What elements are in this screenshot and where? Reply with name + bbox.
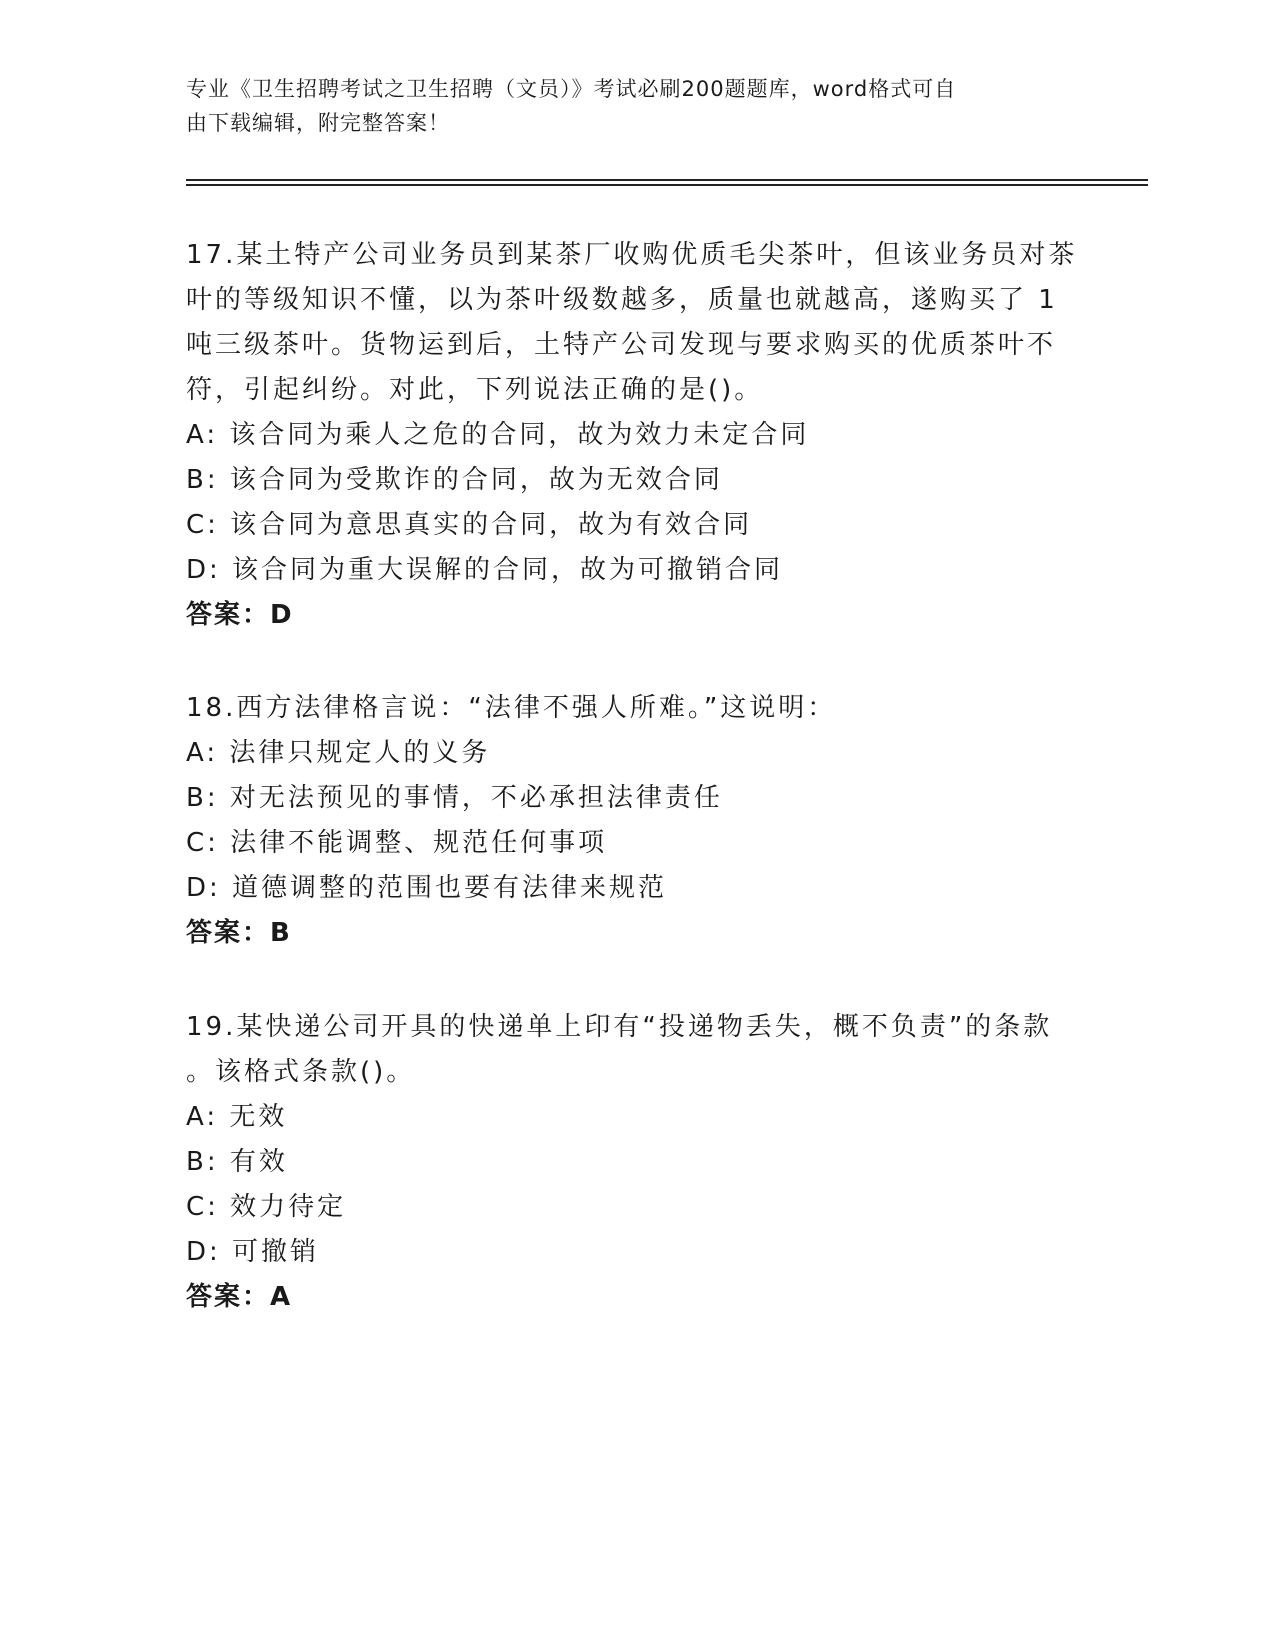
option-b: B: 有效 [186,1147,288,1177]
question-19 [186,1005,1086,1320]
answer-label: 答案：A [186,1282,293,1312]
answer-label: 答案：B [186,918,292,948]
option-d: D: 道德调整的范围也要有法律来规范 [186,873,668,903]
option-b: B: 对无法预见的事情，不必承担法律责任 [186,783,723,813]
header-divider-bottom [186,184,1148,186]
question-stem-line: 19.某快递公司开具的快递单上印有“投递物丢失，概不负责”的条款 [186,1012,1053,1042]
question-stem-line: 18.西方法律格言说：“法律不强人所难。”这说明： [186,693,837,723]
question-17 [186,233,1086,638]
header-line-1: 专业《卫生招聘考试之卫生招聘（文员）》考试必刷200题题库，word格式可自 [186,77,957,101]
question-stem-line: 吨三级茶叶。货物运到后，土特产公司发现与要求购买的优质茶叶不 [186,330,1057,360]
header-divider-top [186,179,1148,181]
option-d: D: 可撤销 [186,1237,320,1267]
option-a: A: 法律只规定人的义务 [186,738,491,768]
question-stem-line: 符，引起纠纷。对此，下列说法正确的是()。 [186,375,764,405]
question-stem-line: 叶的等级知识不懂，以为茶叶级数越多，质量也就越高，遂购买了 1 [186,285,1058,315]
header-line-2: 由下载编辑，附完整答案！ [186,111,450,135]
option-a: A: 该合同为乘人之危的合同，故为效力未定合同 [186,420,810,450]
question-stem-line: 17.某土特产公司业务员到某茶厂收购优质毛尖茶叶，但该业务员对茶 [186,240,1078,270]
option-c: C: 法律不能调整、规范任何事项 [186,828,608,858]
option-a: A: 无效 [186,1102,288,1132]
question-stem-line: 。该格式条款()。 [186,1057,416,1087]
option-c: C: 效力待定 [186,1192,347,1222]
option-d: D: 该合同为重大误解的合同，故为可撤销合同 [186,555,784,585]
option-c: C: 该合同为意思真实的合同，故为有效合同 [186,510,753,540]
answer-label: 答案：D [186,600,294,630]
document-header [186,72,1066,140]
option-b: B: 该合同为受欺诈的合同，故为无效合同 [186,465,723,495]
question-18 [186,686,1086,956]
